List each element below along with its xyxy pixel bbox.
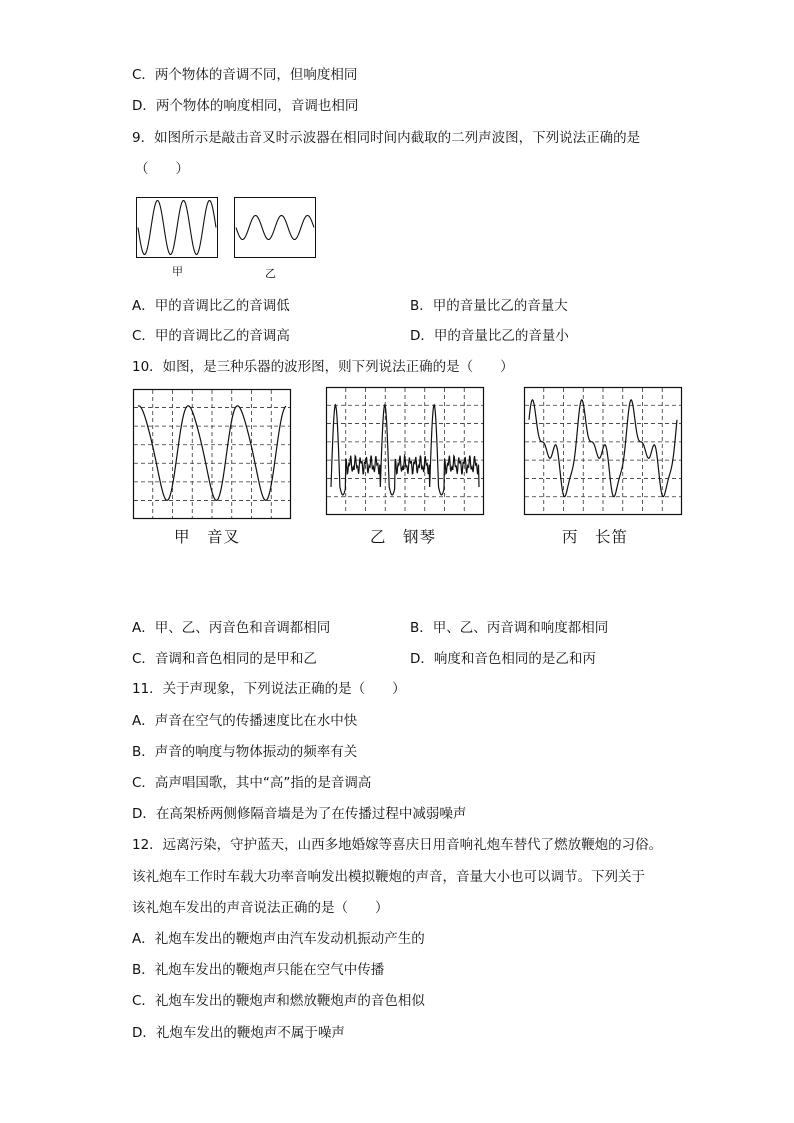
q10-wave-figure-piano bbox=[326, 387, 484, 515]
q10-option-b: B．甲、乙、丙音调和响度都相同 bbox=[410, 620, 609, 636]
q9-answer-paren: （ ） bbox=[135, 161, 189, 177]
q12-stem-line2: 该礼炮车工作时车载大功率音响发出模拟鞭炮的声音，音量大小也可以调节。下列关于 bbox=[132, 869, 645, 885]
q9-figure-label-right: 乙 bbox=[265, 267, 276, 280]
q12-stem-line3: 该礼炮车发出的声音说法正确的是（ ） bbox=[132, 900, 389, 916]
q9-option-a: A．甲的音调比乙的音调低 bbox=[132, 298, 290, 314]
q9-wave-figure-right bbox=[234, 197, 316, 258]
q11-option-d: D．在高架桥两侧修隔音墙是为了在传播过程中减弱噪声 bbox=[132, 806, 467, 822]
q9-option-c: C．甲的音调比乙的音调高 bbox=[132, 328, 290, 344]
q11-stem: 11．关于声现象，下列说法正确的是（ ） bbox=[132, 681, 406, 697]
q9-figure-label-left: 甲 bbox=[172, 265, 183, 278]
q10-figure-label-piano: 乙 钢琴 bbox=[370, 528, 437, 546]
q9-stem: 9．如图所示是敲击音叉时示波器在相同时间内截取的二列声波图，下列说法正确的是 bbox=[132, 130, 641, 146]
q8-option-c: C．两个物体的音调不同，但响度相同 bbox=[132, 67, 358, 83]
q11-option-b: B．声音的响度与物体振动的频率有关 bbox=[132, 744, 358, 760]
q10-figure-label-tuning-fork: 甲 音叉 bbox=[174, 528, 241, 546]
q9-option-d: D．甲的音量比乙的音量小 bbox=[410, 328, 569, 344]
q11-option-a: A．声音在空气的传播速度比在水中快 bbox=[132, 713, 358, 729]
q9-option-b: B．甲的音量比乙的音量大 bbox=[410, 298, 568, 314]
q10-stem: 10．如图，是三种乐器的波形图，则下列说法正确的是（ ） bbox=[132, 359, 514, 375]
q12-option-a: A．礼炮车发出的鞭炮声由汽车发动机振动产生的 bbox=[132, 931, 425, 947]
q10-option-a: A．甲、乙、丙音色和音调都相同 bbox=[132, 620, 331, 636]
q10-option-d: D．响度和音色相同的是乙和丙 bbox=[410, 651, 596, 667]
q11-option-c: C．高声唱国歌，其中“高”指的是音调高 bbox=[132, 775, 372, 791]
q10-option-c: C．音调和音色相同的是甲和乙 bbox=[132, 651, 317, 667]
q12-option-b: B．礼炮车发出的鞭炮声只能在空气中传播 bbox=[132, 962, 385, 978]
q8-option-d: D．两个物体的响度相同，音调也相同 bbox=[132, 98, 359, 114]
q12-option-c: C．礼炮车发出的鞭炮声和燃放鞭炮声的音色相似 bbox=[132, 993, 425, 1009]
q10-wave-figure-flute bbox=[524, 387, 682, 515]
q12-option-d: D．礼炮车发出的鞭炮声不属于噪声 bbox=[132, 1025, 345, 1041]
q10-wave-figure-tuning-fork bbox=[133, 389, 291, 519]
q12-stem-line1: 12．远离污染，守护蓝天，山西多地婚嫁等喜庆日用音响礼炮车替代了燃放鞭炮的习俗。 bbox=[132, 837, 663, 853]
q9-wave-figure-left bbox=[136, 197, 218, 258]
q10-figure-label-flute: 丙 长笛 bbox=[562, 528, 629, 546]
